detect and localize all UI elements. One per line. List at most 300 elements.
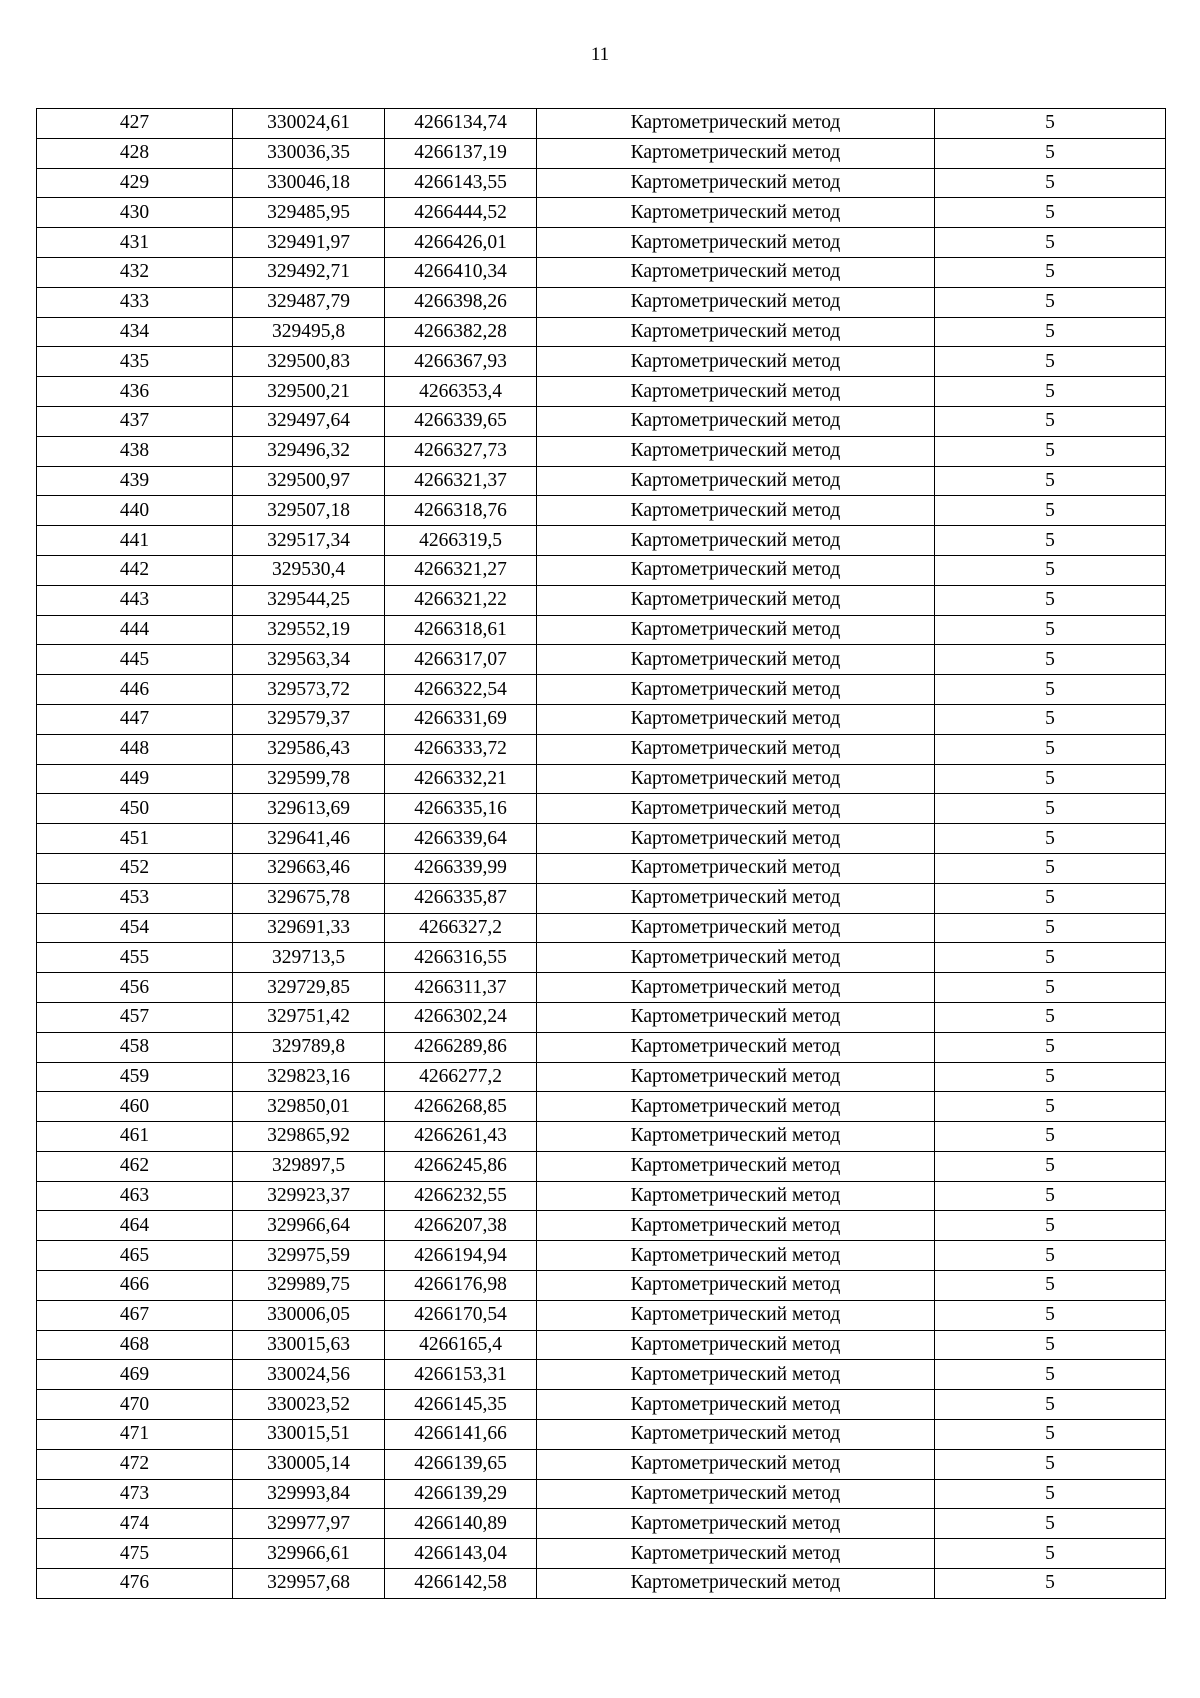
y-coordinate-cell: 4266245,86 (385, 1151, 537, 1181)
point-number-cell: 456 (37, 973, 233, 1003)
x-coordinate-cell: 329507,18 (233, 496, 385, 526)
x-coordinate-cell: 329487,79 (233, 287, 385, 317)
y-coordinate-cell: 4266142,58 (385, 1569, 537, 1599)
accuracy-cell: 5 (935, 257, 1166, 287)
y-coordinate-cell: 4266143,55 (385, 168, 537, 198)
point-number-cell: 434 (37, 317, 233, 347)
accuracy-cell: 5 (935, 824, 1166, 854)
y-coordinate-cell: 4266333,72 (385, 734, 537, 764)
y-coordinate-cell: 4266382,28 (385, 317, 537, 347)
table-row (37, 1181, 1166, 1211)
x-coordinate-cell: 329500,97 (233, 466, 385, 496)
method-cell: Картометрический метод (537, 377, 935, 407)
y-coordinate-cell: 4266339,65 (385, 406, 537, 436)
point-number-cell: 448 (37, 734, 233, 764)
y-coordinate-cell: 4266322,54 (385, 675, 537, 705)
point-number-cell: 447 (37, 704, 233, 734)
y-coordinate-cell: 4266327,73 (385, 436, 537, 466)
x-coordinate-cell: 329563,34 (233, 645, 385, 675)
y-coordinate-cell: 4266335,16 (385, 794, 537, 824)
method-cell: Картометрический метод (537, 168, 935, 198)
table-row (37, 1360, 1166, 1390)
method-cell: Картометрический метод (537, 1211, 935, 1241)
point-number-cell: 469 (37, 1360, 233, 1390)
accuracy-cell: 5 (935, 1002, 1166, 1032)
point-number-cell: 427 (37, 109, 233, 139)
x-coordinate-cell: 329823,16 (233, 1062, 385, 1092)
accuracy-cell: 5 (935, 675, 1166, 705)
table-row (37, 1092, 1166, 1122)
x-coordinate-cell: 329641,46 (233, 824, 385, 854)
point-number-cell: 440 (37, 496, 233, 526)
accuracy-cell: 5 (935, 496, 1166, 526)
y-coordinate-cell: 4266321,37 (385, 466, 537, 496)
method-cell: Картометрический метод (537, 764, 935, 794)
x-coordinate-cell: 329485,95 (233, 198, 385, 228)
y-coordinate-cell: 4266176,98 (385, 1271, 537, 1301)
table-row (37, 377, 1166, 407)
point-number-cell: 443 (37, 585, 233, 615)
method-cell: Картометрический метод (537, 1300, 935, 1330)
y-coordinate-cell: 4266153,31 (385, 1360, 537, 1390)
table-row (37, 645, 1166, 675)
table-row (37, 853, 1166, 883)
point-number-cell: 466 (37, 1271, 233, 1301)
accuracy-cell: 5 (935, 287, 1166, 317)
accuracy-cell: 5 (935, 1241, 1166, 1271)
y-coordinate-cell: 4266367,93 (385, 347, 537, 377)
y-coordinate-cell: 4266141,66 (385, 1420, 537, 1450)
accuracy-cell: 5 (935, 1151, 1166, 1181)
x-coordinate-cell: 329573,72 (233, 675, 385, 705)
y-coordinate-cell: 4266302,24 (385, 1002, 537, 1032)
table-row (37, 1479, 1166, 1509)
x-coordinate-cell: 329586,43 (233, 734, 385, 764)
table-row (37, 794, 1166, 824)
x-coordinate-cell: 330046,18 (233, 168, 385, 198)
point-number-cell: 468 (37, 1330, 233, 1360)
point-number-cell: 431 (37, 228, 233, 258)
method-cell: Картометрический метод (537, 1420, 935, 1450)
accuracy-cell: 5 (935, 794, 1166, 824)
point-number-cell: 476 (37, 1569, 233, 1599)
method-cell: Картометрический метод (537, 883, 935, 913)
accuracy-cell: 5 (935, 347, 1166, 377)
method-cell: Картометрический метод (537, 913, 935, 943)
y-coordinate-cell: 4266261,43 (385, 1122, 537, 1152)
y-coordinate-cell: 4266232,55 (385, 1181, 537, 1211)
point-number-cell: 445 (37, 645, 233, 675)
accuracy-cell: 5 (935, 555, 1166, 585)
table-row (37, 198, 1166, 228)
table-row (37, 1300, 1166, 1330)
table-row (37, 883, 1166, 913)
table-row (37, 1449, 1166, 1479)
y-coordinate-cell: 4266145,35 (385, 1390, 537, 1420)
x-coordinate-cell: 330005,14 (233, 1449, 385, 1479)
x-coordinate-cell: 329789,8 (233, 1032, 385, 1062)
x-coordinate-cell: 329500,21 (233, 377, 385, 407)
table-row (37, 1271, 1166, 1301)
table-row (37, 1151, 1166, 1181)
x-coordinate-cell: 329957,68 (233, 1569, 385, 1599)
point-number-cell: 444 (37, 615, 233, 645)
method-cell: Картометрический метод (537, 198, 935, 228)
table-row (37, 824, 1166, 854)
accuracy-cell: 5 (935, 109, 1166, 139)
coordinates-table-body (37, 109, 1166, 1599)
point-number-cell: 474 (37, 1509, 233, 1539)
accuracy-cell: 5 (935, 138, 1166, 168)
accuracy-cell: 5 (935, 1360, 1166, 1390)
table-row (37, 913, 1166, 943)
table-row (37, 287, 1166, 317)
method-cell: Картометрический метод (537, 1509, 935, 1539)
point-number-cell: 433 (37, 287, 233, 317)
y-coordinate-cell: 4266426,01 (385, 228, 537, 258)
y-coordinate-cell: 4266339,99 (385, 853, 537, 883)
table-row (37, 526, 1166, 556)
accuracy-cell: 5 (935, 1390, 1166, 1420)
point-number-cell: 463 (37, 1181, 233, 1211)
x-coordinate-cell: 329989,75 (233, 1271, 385, 1301)
point-number-cell: 455 (37, 943, 233, 973)
accuracy-cell: 5 (935, 734, 1166, 764)
y-coordinate-cell: 4266140,89 (385, 1509, 537, 1539)
table-row (37, 109, 1166, 139)
y-coordinate-cell: 4266139,29 (385, 1479, 537, 1509)
table-row (37, 1420, 1166, 1450)
y-coordinate-cell: 4266134,74 (385, 109, 537, 139)
x-coordinate-cell: 329552,19 (233, 615, 385, 645)
method-cell: Картометрический метод (537, 1032, 935, 1062)
y-coordinate-cell: 4266353,4 (385, 377, 537, 407)
x-coordinate-cell: 329993,84 (233, 1479, 385, 1509)
x-coordinate-cell: 329966,64 (233, 1211, 385, 1241)
y-coordinate-cell: 4266332,21 (385, 764, 537, 794)
accuracy-cell: 5 (935, 1181, 1166, 1211)
y-coordinate-cell: 4266194,94 (385, 1241, 537, 1271)
point-number-cell: 451 (37, 824, 233, 854)
y-coordinate-cell: 4266318,76 (385, 496, 537, 526)
x-coordinate-cell: 329495,8 (233, 317, 385, 347)
method-cell: Картометрический метод (537, 585, 935, 615)
y-coordinate-cell: 4266316,55 (385, 943, 537, 973)
accuracy-cell: 5 (935, 1539, 1166, 1569)
method-cell: Картометрический метод (537, 794, 935, 824)
table-row (37, 1002, 1166, 1032)
point-number-cell: 441 (37, 526, 233, 556)
table-row (37, 555, 1166, 585)
accuracy-cell: 5 (935, 585, 1166, 615)
x-coordinate-cell: 330023,52 (233, 1390, 385, 1420)
accuracy-cell: 5 (935, 1062, 1166, 1092)
table-row (37, 168, 1166, 198)
method-cell: Картометрический метод (537, 496, 935, 526)
x-coordinate-cell: 329496,32 (233, 436, 385, 466)
x-coordinate-cell: 329713,5 (233, 943, 385, 973)
table-row (37, 973, 1166, 1003)
x-coordinate-cell: 329865,92 (233, 1122, 385, 1152)
accuracy-cell: 5 (935, 1032, 1166, 1062)
accuracy-cell: 5 (935, 526, 1166, 556)
accuracy-cell: 5 (935, 1509, 1166, 1539)
x-coordinate-cell: 329897,5 (233, 1151, 385, 1181)
method-cell: Картометрический метод (537, 1271, 935, 1301)
x-coordinate-cell: 329729,85 (233, 973, 385, 1003)
method-cell: Картометрический метод (537, 853, 935, 883)
accuracy-cell: 5 (935, 973, 1166, 1003)
x-coordinate-cell: 329497,64 (233, 406, 385, 436)
y-coordinate-cell: 4266277,2 (385, 1062, 537, 1092)
y-coordinate-cell: 4266321,22 (385, 585, 537, 615)
x-coordinate-cell: 329530,4 (233, 555, 385, 585)
y-coordinate-cell: 4266331,69 (385, 704, 537, 734)
accuracy-cell: 5 (935, 1330, 1166, 1360)
method-cell: Картометрический метод (537, 406, 935, 436)
table-row (37, 1241, 1166, 1271)
point-number-cell: 461 (37, 1122, 233, 1152)
point-number-cell: 442 (37, 555, 233, 585)
accuracy-cell: 5 (935, 406, 1166, 436)
point-number-cell: 460 (37, 1092, 233, 1122)
table-row (37, 496, 1166, 526)
x-coordinate-cell: 329977,97 (233, 1509, 385, 1539)
point-number-cell: 467 (37, 1300, 233, 1330)
y-coordinate-cell: 4266165,4 (385, 1330, 537, 1360)
point-number-cell: 470 (37, 1390, 233, 1420)
method-cell: Картометрический метод (537, 555, 935, 585)
point-number-cell: 452 (37, 853, 233, 883)
method-cell: Картометрический метод (537, 317, 935, 347)
method-cell: Картометрический метод (537, 257, 935, 287)
x-coordinate-cell: 329663,46 (233, 853, 385, 883)
table-row (37, 675, 1166, 705)
method-cell: Картометрический метод (537, 526, 935, 556)
point-number-cell: 449 (37, 764, 233, 794)
x-coordinate-cell: 330015,51 (233, 1420, 385, 1450)
table-row (37, 466, 1166, 496)
accuracy-cell: 5 (935, 764, 1166, 794)
y-coordinate-cell: 4266339,64 (385, 824, 537, 854)
method-cell: Картометрический метод (537, 734, 935, 764)
accuracy-cell: 5 (935, 1211, 1166, 1241)
page-number: 11 (590, 44, 610, 65)
method-cell: Картометрический метод (537, 1569, 935, 1599)
point-number-cell: 471 (37, 1420, 233, 1450)
table-row (37, 436, 1166, 466)
y-coordinate-cell: 4266289,86 (385, 1032, 537, 1062)
point-number-cell: 435 (37, 347, 233, 377)
table-row (37, 943, 1166, 973)
accuracy-cell: 5 (935, 377, 1166, 407)
table-row (37, 615, 1166, 645)
method-cell: Картометрический метод (537, 615, 935, 645)
table-row (37, 1122, 1166, 1152)
table-row (37, 1390, 1166, 1420)
point-number-cell: 472 (37, 1449, 233, 1479)
accuracy-cell: 5 (935, 1569, 1166, 1599)
point-number-cell: 465 (37, 1241, 233, 1271)
method-cell: Картометрический метод (537, 1360, 935, 1390)
y-coordinate-cell: 4266335,87 (385, 883, 537, 913)
x-coordinate-cell: 329691,33 (233, 913, 385, 943)
accuracy-cell: 5 (935, 645, 1166, 675)
table-row (37, 317, 1166, 347)
x-coordinate-cell: 330015,63 (233, 1330, 385, 1360)
method-cell: Картометрический метод (537, 109, 935, 139)
point-number-cell: 438 (37, 436, 233, 466)
table-row (37, 1062, 1166, 1092)
method-cell: Картометрический метод (537, 1241, 935, 1271)
accuracy-cell: 5 (935, 1300, 1166, 1330)
x-coordinate-cell: 329599,78 (233, 764, 385, 794)
method-cell: Картометрический метод (537, 1062, 935, 1092)
x-coordinate-cell: 330024,61 (233, 109, 385, 139)
table-row (37, 1330, 1166, 1360)
table-row (37, 1569, 1166, 1599)
x-coordinate-cell: 329544,25 (233, 585, 385, 615)
point-number-cell: 453 (37, 883, 233, 913)
table-row (37, 138, 1166, 168)
method-cell: Картометрический метод (537, 1092, 935, 1122)
method-cell: Картометрический метод (537, 704, 935, 734)
method-cell: Картометрический метод (537, 943, 935, 973)
accuracy-cell: 5 (935, 1449, 1166, 1479)
y-coordinate-cell: 4266398,26 (385, 287, 537, 317)
x-coordinate-cell: 330036,35 (233, 138, 385, 168)
point-number-cell: 430 (37, 198, 233, 228)
x-coordinate-cell: 329850,01 (233, 1092, 385, 1122)
table-row (37, 704, 1166, 734)
table-row (37, 347, 1166, 377)
method-cell: Картометрический метод (537, 1330, 935, 1360)
x-coordinate-cell: 329579,37 (233, 704, 385, 734)
y-coordinate-cell: 4266137,19 (385, 138, 537, 168)
point-number-cell: 459 (37, 1062, 233, 1092)
table-row (37, 406, 1166, 436)
point-number-cell: 428 (37, 138, 233, 168)
accuracy-cell: 5 (935, 436, 1166, 466)
accuracy-cell: 5 (935, 853, 1166, 883)
method-cell: Картометрический метод (537, 973, 935, 1003)
y-coordinate-cell: 4266268,85 (385, 1092, 537, 1122)
point-number-cell: 429 (37, 168, 233, 198)
point-number-cell: 458 (37, 1032, 233, 1062)
accuracy-cell: 5 (935, 883, 1166, 913)
accuracy-cell: 5 (935, 1092, 1166, 1122)
table-row (37, 257, 1166, 287)
accuracy-cell: 5 (935, 228, 1166, 258)
method-cell: Картометрический метод (537, 1449, 935, 1479)
method-cell: Картометрический метод (537, 1390, 935, 1420)
point-number-cell: 454 (37, 913, 233, 943)
table-row (37, 1211, 1166, 1241)
y-coordinate-cell: 4266317,07 (385, 645, 537, 675)
method-cell: Картометрический метод (537, 436, 935, 466)
y-coordinate-cell: 4266139,65 (385, 1449, 537, 1479)
method-cell: Картометрический метод (537, 1122, 935, 1152)
method-cell: Картометрический метод (537, 138, 935, 168)
point-number-cell: 439 (37, 466, 233, 496)
coordinates-table (36, 108, 1166, 1599)
x-coordinate-cell: 329923,37 (233, 1181, 385, 1211)
y-coordinate-cell: 4266170,54 (385, 1300, 537, 1330)
accuracy-cell: 5 (935, 1479, 1166, 1509)
y-coordinate-cell: 4266318,61 (385, 615, 537, 645)
point-number-cell: 450 (37, 794, 233, 824)
accuracy-cell: 5 (935, 466, 1166, 496)
x-coordinate-cell: 330024,56 (233, 1360, 385, 1390)
accuracy-cell: 5 (935, 198, 1166, 228)
accuracy-cell: 5 (935, 1271, 1166, 1301)
accuracy-cell: 5 (935, 704, 1166, 734)
point-number-cell: 436 (37, 377, 233, 407)
method-cell: Картометрический метод (537, 645, 935, 675)
accuracy-cell: 5 (935, 1122, 1166, 1152)
x-coordinate-cell: 329517,34 (233, 526, 385, 556)
y-coordinate-cell: 4266319,5 (385, 526, 537, 556)
x-coordinate-cell: 329966,61 (233, 1539, 385, 1569)
x-coordinate-cell: 329975,59 (233, 1241, 385, 1271)
method-cell: Картометрический метод (537, 1539, 935, 1569)
accuracy-cell: 5 (935, 317, 1166, 347)
table-row (37, 1539, 1166, 1569)
table-row (37, 764, 1166, 794)
x-coordinate-cell: 329613,69 (233, 794, 385, 824)
accuracy-cell: 5 (935, 615, 1166, 645)
x-coordinate-cell: 329491,97 (233, 228, 385, 258)
method-cell: Картометрический метод (537, 1151, 935, 1181)
method-cell: Картометрический метод (537, 228, 935, 258)
method-cell: Картометрический метод (537, 1181, 935, 1211)
table-row (37, 1509, 1166, 1539)
method-cell: Картометрический метод (537, 466, 935, 496)
point-number-cell: 446 (37, 675, 233, 705)
method-cell: Картометрический метод (537, 347, 935, 377)
accuracy-cell: 5 (935, 913, 1166, 943)
method-cell: Картометрический метод (537, 675, 935, 705)
table-row (37, 228, 1166, 258)
table-row (37, 1032, 1166, 1062)
y-coordinate-cell: 4266444,52 (385, 198, 537, 228)
point-number-cell: 475 (37, 1539, 233, 1569)
point-number-cell: 473 (37, 1479, 233, 1509)
y-coordinate-cell: 4266410,34 (385, 257, 537, 287)
point-number-cell: 432 (37, 257, 233, 287)
point-number-cell: 462 (37, 1151, 233, 1181)
y-coordinate-cell: 4266321,27 (385, 555, 537, 585)
accuracy-cell: 5 (935, 943, 1166, 973)
point-number-cell: 464 (37, 1211, 233, 1241)
point-number-cell: 437 (37, 406, 233, 436)
method-cell: Картометрический метод (537, 1479, 935, 1509)
table-row (37, 585, 1166, 615)
y-coordinate-cell: 4266311,37 (385, 973, 537, 1003)
x-coordinate-cell: 329751,42 (233, 1002, 385, 1032)
point-number-cell: 457 (37, 1002, 233, 1032)
accuracy-cell: 5 (935, 1420, 1166, 1450)
y-coordinate-cell: 4266327,2 (385, 913, 537, 943)
x-coordinate-cell: 330006,05 (233, 1300, 385, 1330)
method-cell: Картометрический метод (537, 824, 935, 854)
method-cell: Картометрический метод (537, 1002, 935, 1032)
x-coordinate-cell: 329492,71 (233, 257, 385, 287)
x-coordinate-cell: 329500,83 (233, 347, 385, 377)
y-coordinate-cell: 4266143,04 (385, 1539, 537, 1569)
y-coordinate-cell: 4266207,38 (385, 1211, 537, 1241)
method-cell: Картометрический метод (537, 287, 935, 317)
